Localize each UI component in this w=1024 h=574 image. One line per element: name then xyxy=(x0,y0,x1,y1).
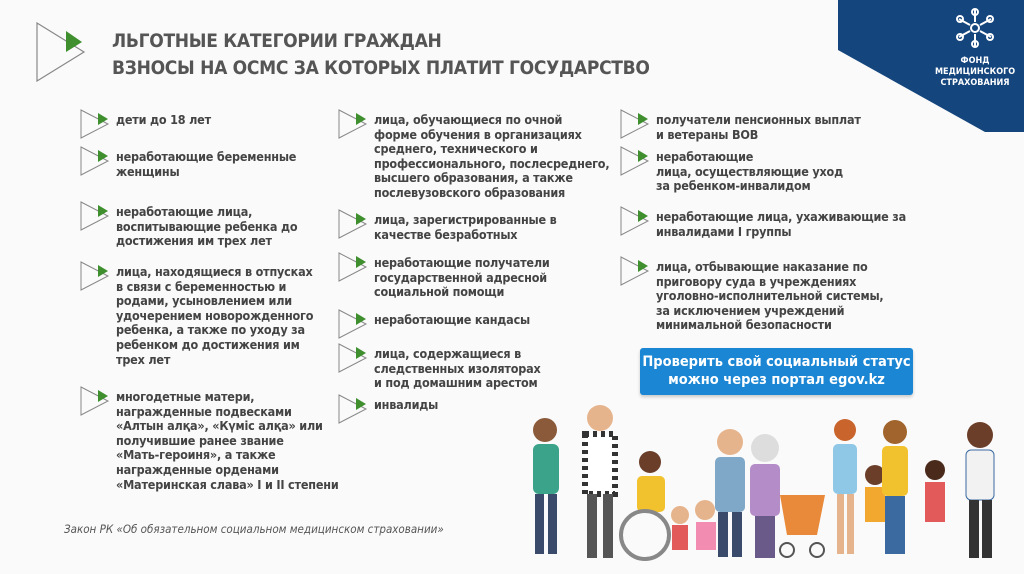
bullet-triangle-icon xyxy=(80,146,112,176)
category-text: дети до 18 лет xyxy=(116,112,211,127)
category-item xyxy=(338,313,530,339)
category-text: лица, находящиеся в отпусках в связи с беременностью и родами, усыновлением или удочерением новорожденного ребенка, а также по уходу за ребенком до достижения им трех лет xyxy=(116,264,314,367)
cta-line-2: можно через портал egov.kz xyxy=(668,372,885,388)
bullet-triangle-icon xyxy=(620,109,652,139)
category-text: неработающие получатели государственной адресной социальной помощи xyxy=(374,255,550,300)
category-item xyxy=(338,113,609,201)
title-line-2: ВЗНОСЫ НА ОСМС ЗА КОТОРЫХ ПЛАТИТ ГОСУДАРСТВО xyxy=(112,57,650,79)
bullet-triangle-icon xyxy=(80,386,112,416)
check-status-banner[interactable] xyxy=(640,348,913,395)
bullet-triangle-icon xyxy=(80,261,112,291)
category-item xyxy=(620,113,861,142)
snowflake-logo-icon xyxy=(955,8,995,48)
category-item xyxy=(620,150,843,194)
category-text: лица, отбывающие наказание по приговору суда в учреждениях уголовно-исполнительной системы, за исключением учреждений минимальной безопасности xyxy=(656,259,884,333)
bullet-triangle-icon xyxy=(80,109,112,139)
category-item xyxy=(338,347,541,391)
category-item xyxy=(338,256,550,300)
play-triangle-icon xyxy=(36,22,86,82)
category-item xyxy=(80,150,296,179)
cta-line-1: Проверить свой социальный статус xyxy=(642,354,911,370)
title-line-1: ЛЬГОТНЫЕ КАТЕГОРИИ ГРАЖДАН xyxy=(112,30,442,52)
bullet-triangle-icon xyxy=(620,256,652,286)
bullet-triangle-icon xyxy=(620,206,652,236)
bullet-triangle-icon xyxy=(620,146,652,176)
category-item xyxy=(80,113,211,139)
category-text: инвалиды xyxy=(374,397,439,412)
law-reference: Закон РК «Об обязательном социальном медицинском страховании» xyxy=(64,522,444,536)
category-item xyxy=(80,390,339,492)
category-text: многодетные матери, награжденные подвесками «Алтын алқа», «Күміс алқа» или получившие ранее звание «Мать-героиня», а также награжденные орденами «Материнская слава» I и II степени xyxy=(116,389,339,492)
category-text: лица, зарегистрированные в качестве безработных xyxy=(374,212,557,242)
category-text: лица, содержащиеся в следственных изоляторах и под домашним арестом xyxy=(374,346,541,391)
category-text: лица, обучающиеся по очной форме обучения в организациях среднего, технического и профессионального, послесреднего, высшего образования, а также послевузовского образования xyxy=(374,112,610,200)
bullet-triangle-icon xyxy=(338,394,370,424)
category-item xyxy=(338,213,557,242)
category-item xyxy=(80,205,297,249)
category-text: получатели пенсионных выплат и ветераны ВОВ xyxy=(656,112,861,142)
bullet-triangle-icon xyxy=(80,201,112,231)
bullet-triangle-icon xyxy=(338,252,370,282)
person-figures xyxy=(533,405,994,559)
category-text: неработающие лица, осуществляющие уход за ребенком-инвалидом xyxy=(656,149,843,194)
category-item xyxy=(338,398,438,424)
bullet-triangle-icon xyxy=(338,109,370,139)
category-text: неработающие кандасы xyxy=(374,312,531,327)
bullet-triangle-icon xyxy=(338,309,370,339)
category-text: неработающие беременные женщины xyxy=(116,149,297,179)
category-item xyxy=(620,260,884,333)
logo xyxy=(935,8,1015,89)
category-item xyxy=(80,265,313,367)
logo-text: ФОНД МЕДИЦИНСКОГО СТРАХОВАНИЯ xyxy=(935,56,1016,88)
category-item xyxy=(620,210,906,239)
bullet-triangle-icon xyxy=(338,343,370,373)
bullet-triangle-icon xyxy=(338,209,370,239)
people-illustration xyxy=(515,400,1015,570)
category-text: неработающие лица, воспитывающие ребенка до достижения им трех лет xyxy=(116,204,298,249)
category-text: неработающие лица, ухаживающие за инвалидами I группы xyxy=(656,209,906,239)
